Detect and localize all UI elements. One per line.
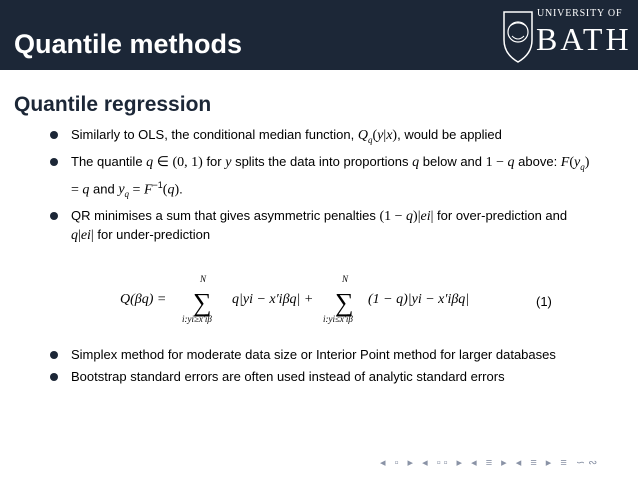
equation-lhs: Q(βq) = [120,292,167,307]
sum1-lower: i:yi≥x′iβ [182,314,212,324]
logo-bath: BATH [536,21,632,57]
equation-number: (1) [536,294,552,309]
equation-term1: q|yi − x′iβq| + [232,292,314,307]
sum1-upper: N [200,274,207,284]
bullet-item: The quantile q ∈ (0, 1) for y splits the data into proportions q below and 1 − q above: $F(y_q) = q$ and $y_q = F^{-1}(q)$. [71,153,591,203]
logo-university-of: UNIVERSITY OF [537,8,623,19]
equation-block [0,270,638,330]
sum1-icon: ∑ [193,288,212,317]
sum2-upper: N [342,274,349,284]
beamer-navigation-icons[interactable]: ◂ ▫ ▸ ◂ ▫▫ ▸ ◂ ≡ ▸ ◂ ≡ ▸ ≡ ∽∾ [380,457,601,469]
slide-title: Quantile methods [14,29,243,59]
bullet-icon [50,158,58,166]
bullet-icon [50,351,58,359]
bullet-item: Simplex method for moderate data size or Interior Point method for larger databases [71,346,591,364]
crest-icon [500,6,536,64]
equation-term2: (1 − q)|yi − x′iβq| [368,292,470,307]
university-logo [500,4,632,66]
bullet-item: Similarly to OLS, the conditional median function, $Q_q(y|x)$, would be applied [71,126,591,149]
bullet-list-bottom [71,346,591,389]
bullet-icon [50,212,58,220]
sum2-lower: i:yi≤x′iβ [323,314,353,324]
section-subtitle: Quantile regression [14,93,212,116]
bullet-list-top [71,126,591,248]
sum2-icon: ∑ [335,288,354,317]
bullet-item: Bootstrap standard errors are often used instead of analytic standard errors [71,368,591,386]
bullet-icon [50,373,58,381]
header-bar [0,0,638,70]
bullet-item: QR minimises a sum that gives asymmetric penalties (1 − q)|ei| for over-prediction and q|ei| for under-prediction [71,207,591,244]
bullet-icon [50,131,58,139]
